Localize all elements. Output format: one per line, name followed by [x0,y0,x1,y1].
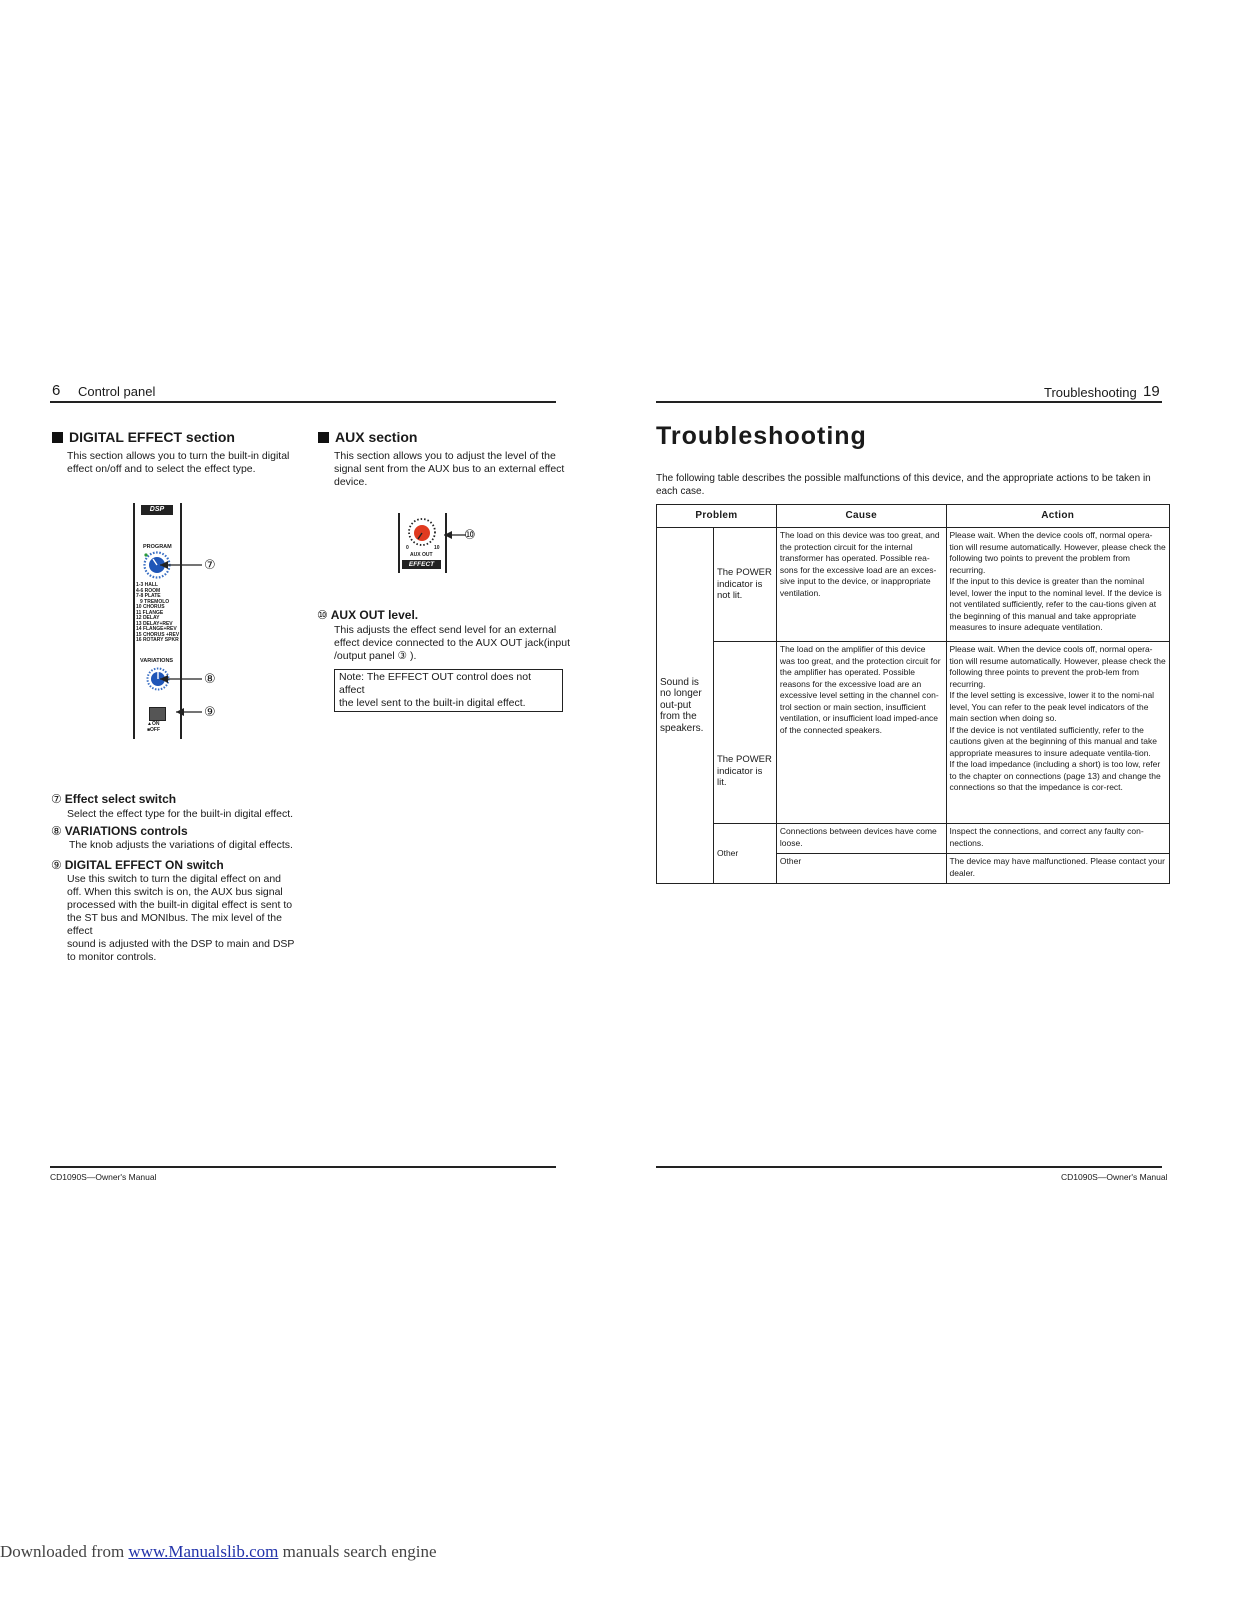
aux-section-body: This section allows you to adjust the level of the signal sent from the AUX bus to an external effect device. [334,450,565,488]
program-list-item: 9 TREMOLO [140,598,170,605]
effect-select-switch-title: ⑦ Effect select switch [51,792,177,806]
aux-scale-min: 0 [406,545,409,551]
digital-effect-on-switch-title: ⑨ DIGITAL EFFECT ON switch [51,858,224,872]
callout-7: ⑦ [204,557,216,572]
aux-out-label: AUX OUT [410,552,433,558]
left-footer-rule [50,1166,556,1168]
digital-effect-title: DIGITAL EFFECT section [52,429,235,445]
left-footer: CD1090S—Owner's Manual [50,1172,157,1182]
switch-off-label: ■OFF [147,727,161,733]
effect-tag: EFFECT [402,560,441,569]
square-bullet-icon [318,432,329,443]
aux-out-level-title: ⑩ AUX OUT level. [317,608,419,622]
table-row [657,528,1170,642]
program-list-item: 13 DELAY+REV [136,620,173,627]
aux-out-level-body: This adjusts the effect send level for an external effect device connected to the AUX OUT jack(input /output panel ③ ). [334,624,570,662]
dsp-tag: DSP [141,505,173,515]
aux-scale-max: 10 [434,545,440,551]
aux-panel-illustration [398,513,447,573]
callout-9: ⑨ [204,704,216,719]
dsp-callout-arrows [150,555,225,725]
problem-cell: Sound is no longer out-put from the speakers. [657,528,714,884]
header-cause: Cause [776,505,946,528]
right-footer: CD1090S—Owner's Manual [1061,1172,1168,1182]
program-list-item: 11 FLANGE [136,609,164,616]
digital-effect-on-switch-body: Use this switch to turn the digital effect on and off. When this switch is on, the AUX bus signal processed with the built-in digital effect is sent to the ST bus and MONIbus. The mix level of the effect sound is adjusted with the DSP to main and DSP to monitor controls. [67,873,295,963]
manualslib-link[interactable]: www.Manualslib.com [128,1542,279,1561]
callout-8: ⑧ [204,671,216,686]
intro-text: The following table describes the possible malfunctions of this device, and the appropriate actions to be taken in each case. [656,473,1151,497]
program-list-item: 4-6 ROOM [136,587,161,594]
sub-problem-cell: The POWER indicator is lit. [713,642,776,824]
sub-problem-cell: The POWER indicator is not lit. [713,528,776,642]
square-bullet-icon [52,432,63,443]
program-list-item: 12 DELAY [136,615,160,621]
action-cell: Please wait. When the device cools off, normal opera-tion will resume automatically. However, please check the following two points to prevent the problem from recurring. If the input to this device is greater than the nominal level, lower the input to the nominal level. If the device is not ventilated sufficiently, refer to the cau-tions given at the beginning of this manual and take appropriate measures to insure adequate ventilation. [946,528,1170,642]
action-cell: Inspect the connections, and correct any faulty con-nections. [946,824,1170,854]
cause-cell: Other [776,854,946,884]
program-list-item: 15 CHORUS +REV [136,631,180,638]
table-header-row [657,505,1170,528]
variations-label: VARIATIONS [140,658,174,664]
left-page-number: 6 [52,382,61,399]
cause-cell: The load on this device was too great, and the protection circuit for the internal transformer has operated. Possible rea-sons for the excessive load are an exces-sive input to the device, or inappropriate ventilation. [776,528,946,642]
switch-on-label: ▲ON [147,721,160,727]
aux-out-knob-icon [406,516,438,548]
right-page-number: 19 [1143,383,1160,400]
table-row [657,642,1170,824]
header-action: Action [946,505,1170,528]
cause-cell: Connections between devices have come loose. [776,824,946,854]
troubleshooting-table [656,504,1170,884]
right-header-rule [656,401,1162,403]
action-cell: Please wait. When the device cools off, normal opera-tion will resume automatically. However, please check the following three points to prevent the prob-lem from recurring. If the level setting is excessive, lower it to the nomi-nal level, You can refer to the peak level indicators of the main section when doing so. If the device is not ventilated sufficiently, refer to the cautions given at the beginning of this manual and take appropriate measures to insure adequate ventila-tion. If the load impedance (including a short) is too low, refer to the chapter on connections (page 13) and change the connections so that the impedance is cor-rect. [946,642,1170,824]
page-heading: Troubleshooting [656,422,867,450]
cause-cell: The load on the amplifier of this device was too great, and the protection circuit for the amplifier has operated. Possible reasons for the excessive load are an excessive level setting in the channel con-trol section or main section, insufficient ventilation, or insufficient load imped-ance of the connected speakers. [776,642,946,824]
program-list-item: 7-8 PLATE [136,593,161,599]
program-list-item: 10 CHORUS [136,604,165,610]
aux-section-title: AUX section [318,429,417,445]
callout-10: ⑩ [464,527,476,542]
program-list-item: 16 ROTARY SPKR [136,637,179,643]
left-header-rule [50,401,556,403]
download-footer: Downloaded from www.Manualslib.com manuals search engine [0,1542,437,1561]
digital-effect-body: This section allows you to turn the built-in digital effect on/off and to select the effect type. [67,450,290,475]
right-footer-rule [656,1166,1162,1168]
program-list-item: 1-3 HALL [136,582,158,588]
program-list-item: 14 FLANGE+REV [136,626,177,632]
effect-out-note: Note: The EFFECT OUT control does not affect the level sent to the built-in digital effect. [334,669,563,712]
variations-controls-title: ⑧ VARIATIONS controls [51,824,188,838]
right-header-title: Troubleshooting [1044,385,1137,400]
action-cell: The device may have malfunctioned. Please contact your dealer. [946,854,1170,884]
sub-problem-cell: Other [713,824,776,884]
variations-controls-body: The knob adjusts the variations of digital effects. [69,839,293,851]
program-label: PROGRAM [143,544,172,550]
header-problem: Problem [657,505,777,528]
effect-select-switch-body: Select the effect type for the built-in digital effect. [67,808,294,820]
table-row [657,824,1170,854]
left-header-title: Control panel [78,384,156,399]
